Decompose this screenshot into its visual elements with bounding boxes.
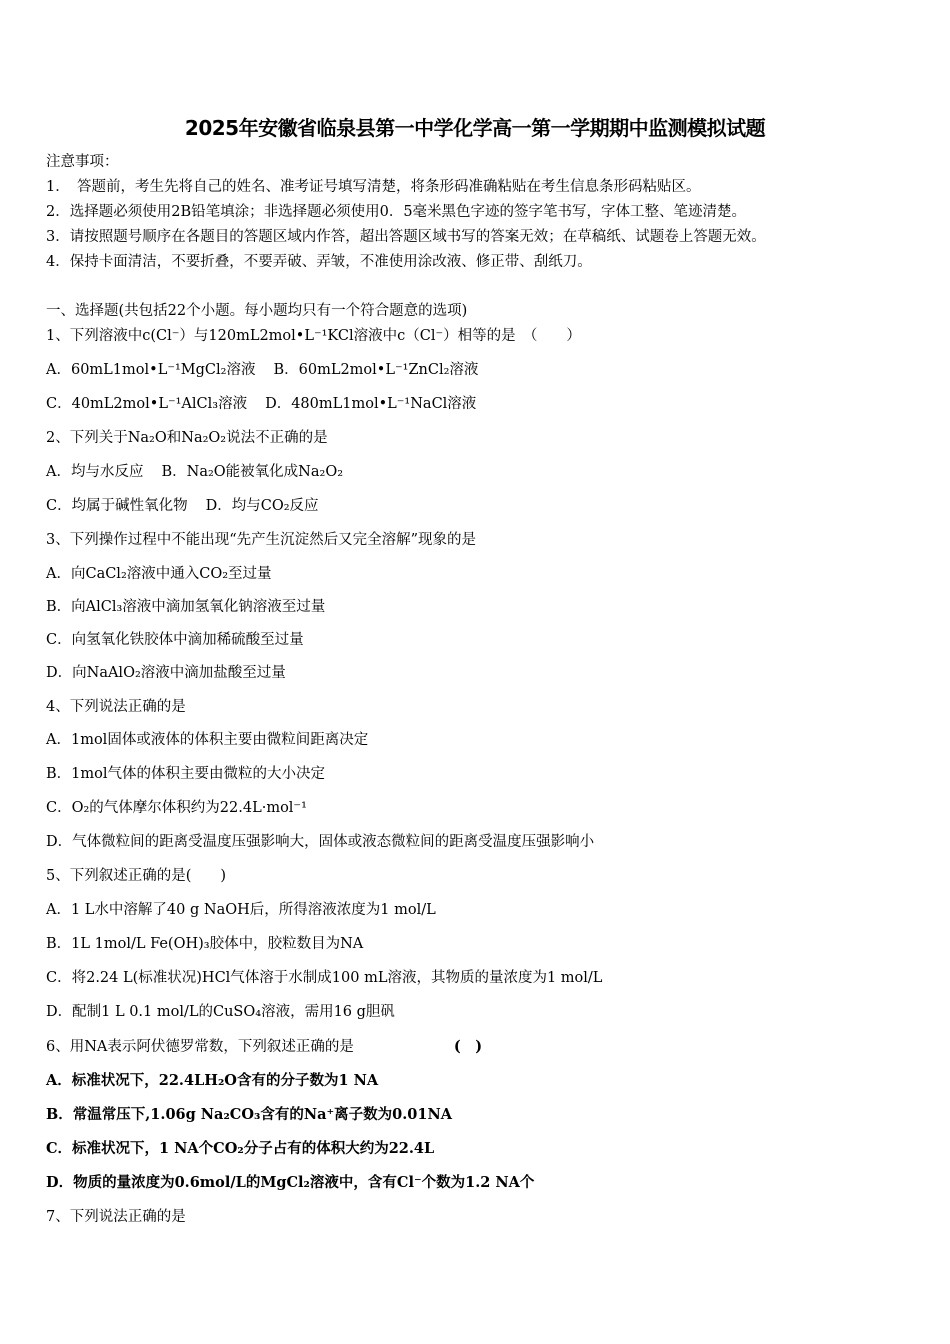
question-2-option-a: A．均与水反应 [46, 464, 144, 480]
question-1-options-ab [46, 360, 478, 380]
page-title: 2025年安徽省临泉县第一中学化学高一第一学期期中监测模拟试题 [184, 116, 766, 140]
notice-item-3: 3．请按照题号顺序在各题目的答题区域内作答，超出答题区域书写的答案无效；在草稿纸、试题卷上答题无效。 [46, 229, 766, 245]
question-5-option-c: C．将2.24 L(标准状况)HCl气体溶于水制成100 mL溶液，其物质的量浓度为1 mol/L [46, 970, 603, 986]
question-5-option-a: A．1 L水中溶解了40 g NaOH后，所得溶液浓度为1 mol/L [46, 902, 436, 918]
question-6-stem-line [46, 1037, 482, 1057]
question-6-option-b: B．常温常压下,1.06g Na₂CO₃含有的Na⁺离子数为0.01NA [46, 1106, 452, 1123]
question-6-option-a: A．标准状况下，22.4LH₂O含有的分子数为1 NA [46, 1072, 379, 1089]
question-3-option-a: A．向CaCl₂溶液中通入CO₂至过量 [46, 566, 272, 582]
question-4-stem: 4、下列说法正确的是 [46, 699, 186, 715]
question-4-option-a: A．1mol固体或液体的体积主要由微粒间距离决定 [46, 732, 369, 748]
question-5-option-d: D．配制1 L 0.1 mol/L的CuSO₄溶液，需用16 g胆矾 [46, 1004, 395, 1020]
question-2-option-d: D．均与CO₂反应 [205, 498, 319, 514]
question-1-option-c: C．40mL2mol•L⁻¹AlCl₃溶液 [46, 396, 248, 412]
question-3-option-b: B．向AlCl₃溶液中滴加氢氧化钠溶液至过量 [46, 599, 326, 615]
notice-item-4: 4．保持卡面清洁，不要折叠，不要弄破、弄皱，不准使用涂改液、修正带、刮纸刀。 [46, 254, 592, 270]
question-2-options-ab [46, 462, 343, 482]
question-3-option-d: D．向NaAlO₂溶液中滴加盐酸至过量 [46, 665, 286, 681]
question-4-option-d: D．气体微粒间的距离受温度压强影响大，固体或液态微粒间的距离受温度压强影响小 [46, 834, 595, 850]
question-2-stem: 2、下列关于Na₂O和Na₂O₂说法不正确的是 [46, 430, 328, 446]
question-1-option-b: B．60mL2mol•L⁻¹ZnCl₂溶液 [273, 362, 479, 378]
question-2-options-cd [46, 496, 319, 516]
question-6-option-d: D．物质的量浓度为0.6mol/L的MgCl₂溶液中，含有Cl⁻个数为1.2 NA个 [46, 1174, 535, 1191]
notice-heading: 注意事项： [46, 154, 119, 170]
question-3-stem: 3、下列操作过程中不能出现“先产生沉淀然后又完全溶解”现象的是 [46, 532, 477, 548]
question-1-option-d: D．480mL1mol•L⁻¹NaCl溶液 [265, 396, 477, 412]
question-2-option-c: C．均属于碱性氧化物 [46, 498, 188, 514]
question-3-option-c: C．向氢氧化铁胶体中滴加稀硫酸至过量 [46, 632, 304, 648]
question-5-option-b: B．1L 1mol/L Fe(OH)₃胶体中，胶粒数目为NA [46, 936, 364, 952]
question-6-option-c: C．标准状况下，1 NA个CO₂分子占有的体积大约为22.4L [46, 1140, 435, 1157]
question-5-stem: 5、下列叙述正确的是( ) [46, 868, 227, 884]
question-6-answer-paren: ( ) [453, 1038, 483, 1055]
question-2-option-b: B．Na₂O能被氧化成Na₂O₂ [161, 464, 344, 480]
question-6-stem: 6、用NA表示阿伏德罗常数，下列叙述正确的是 [46, 1039, 354, 1055]
question-1-option-a: A．60mL1mol•L⁻¹MgCl₂溶液 [46, 362, 256, 378]
question-4-option-c: C．O₂的气体摩尔体积约为22.4L·mol⁻¹ [46, 800, 307, 816]
question-4-option-b: B．1mol气体的体积主要由微粒的大小决定 [46, 766, 325, 782]
question-1-stem: 1、下列溶液中c(Cl⁻）与120mL2mol•L⁻¹KCl溶液中c（Cl⁻）相等的是 （ ） [46, 328, 581, 344]
question-1-options-cd [46, 394, 476, 414]
notice-item-1: 1． 答题前，考生先将自己的姓名、准考证号填写清楚，将条形码准确粘贴在考生信息条形码粘贴区。 [46, 179, 701, 195]
section-heading: 一、选择题(共包括22个小题。每小题均只有一个符合题意的选项) [46, 303, 468, 319]
question-7-stem: 7、下列说法正确的是 [46, 1209, 186, 1225]
notice-item-2: 2．选择题必须使用2B铅笔填涂；非选择题必须使用0．5毫米黑色字迹的签字笔书写，字体工整、笔迹清楚。 [46, 204, 747, 220]
